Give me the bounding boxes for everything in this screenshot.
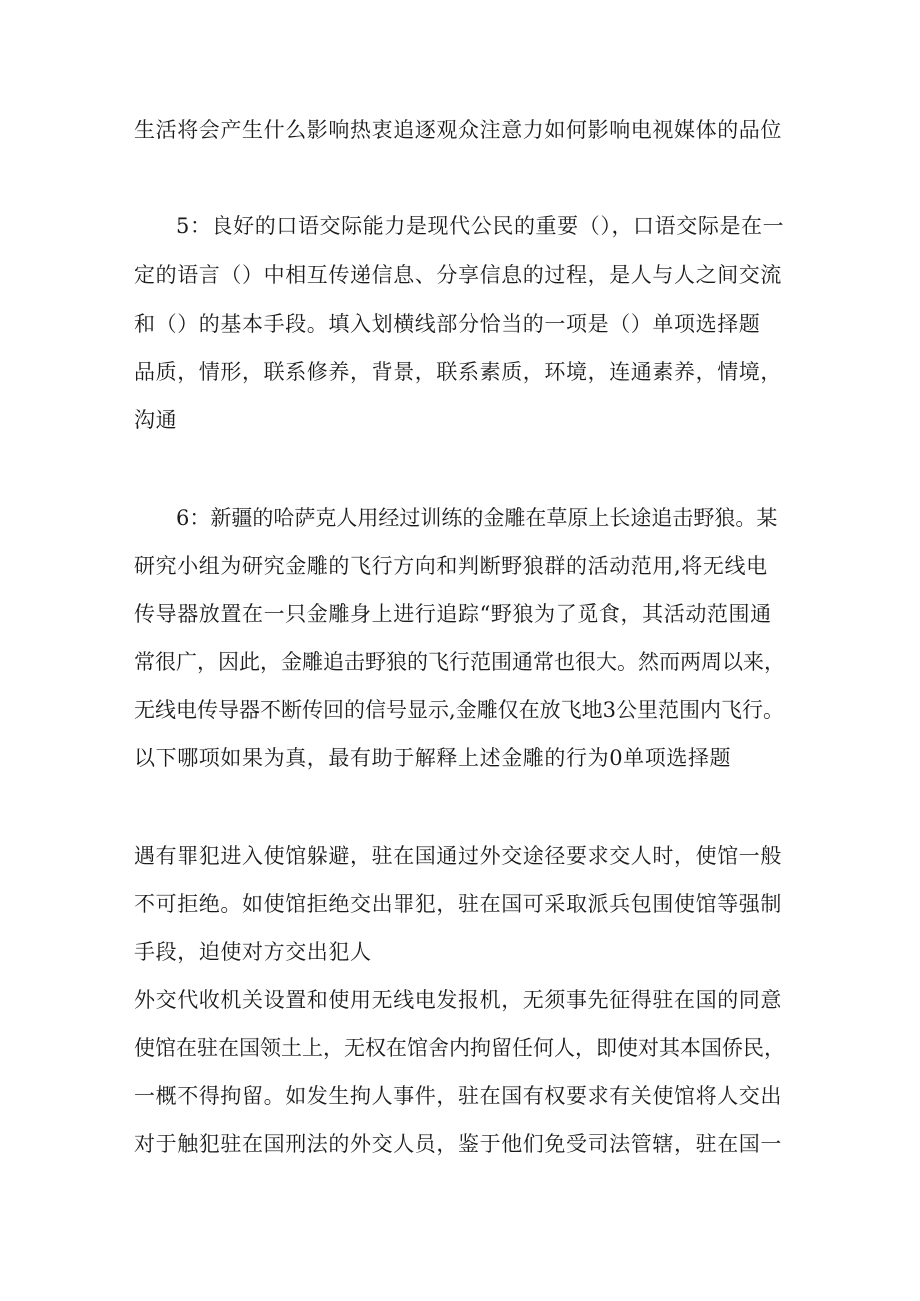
embassy-option-line: 不可拒绝。如使馆拒绝交出罪犯，驻在国可采取派兵包围使馆等强制 <box>134 892 782 916</box>
question-5-options-line: 品质，情形，联系修养，背景，联系素质，环境，连通素养，情境， <box>134 360 782 384</box>
embassy-option-line: 使馆在驻在国领土上，无权在馆舍内拘留任何人，即使对其本国侨民， <box>134 1036 785 1060</box>
question-5-stem-line: 定的语言（）中相互传递信息、分享信息的过程，是人与人之间交流 <box>134 263 782 287</box>
question-5-stem-line: 5：良好的口语交际能力是现代公民的重要（），口语交际是在一 <box>176 214 785 238</box>
intro-line: 生活将会产生什么影响热衷追逐观众注意力如何影响电视媒体的品位 <box>134 118 782 142</box>
embassy-option-line: 外交代收机关设置和使用无线电发报机，无须事先征得驻在国的同意 <box>134 988 782 1012</box>
question-6-stem-line: 研究小组为研究金雕的飞行方向和判断野狼群的活动范用,将无线电 <box>134 554 768 578</box>
embassy-option-line: 一概不得拘留。如发生拘人事件，驻在国有权要求有关使馆将人交出 <box>134 1084 782 1108</box>
embassy-option-line: 手段，迫使对方交出犯人 <box>134 940 372 964</box>
question-6-stem-line: 传导器放置在一只金雕身上进行追踪“野狼为了觅食，其活动范围通 <box>134 602 772 626</box>
question-5-options-line: 沟通 <box>134 408 178 432</box>
question-6-stem-line: 6：新疆的哈萨克人用经过训练的金雕在草原上长途追击野狼。某 <box>176 506 778 530</box>
question-6-stem-line: 无线电传导器不断传回的信号显示,金雕仅在放飞地3公里范围内飞行。 <box>134 698 785 722</box>
question-5-stem-line: 和（）的基本手段。填入划横线部分恰当的一项是（）单项选择题 <box>134 312 761 336</box>
embassy-option-line: 遇有罪犯进入使馆躲避，驻在国通过外交途径要求交人时，使馆一般 <box>134 844 782 868</box>
question-6-stem-line: 常很广，因此，金雕追击野狼的飞行范围通常也很大。然而两周以来， <box>134 650 785 674</box>
question-6-stem-line: 以下哪项如果为真，最有助于解释上述金雕的行为0单项选择题 <box>134 746 732 770</box>
embassy-option-line: 对于触犯驻在国刑法的外交人员，鉴于他们免受司法管辖，驻在国一 <box>134 1132 782 1156</box>
